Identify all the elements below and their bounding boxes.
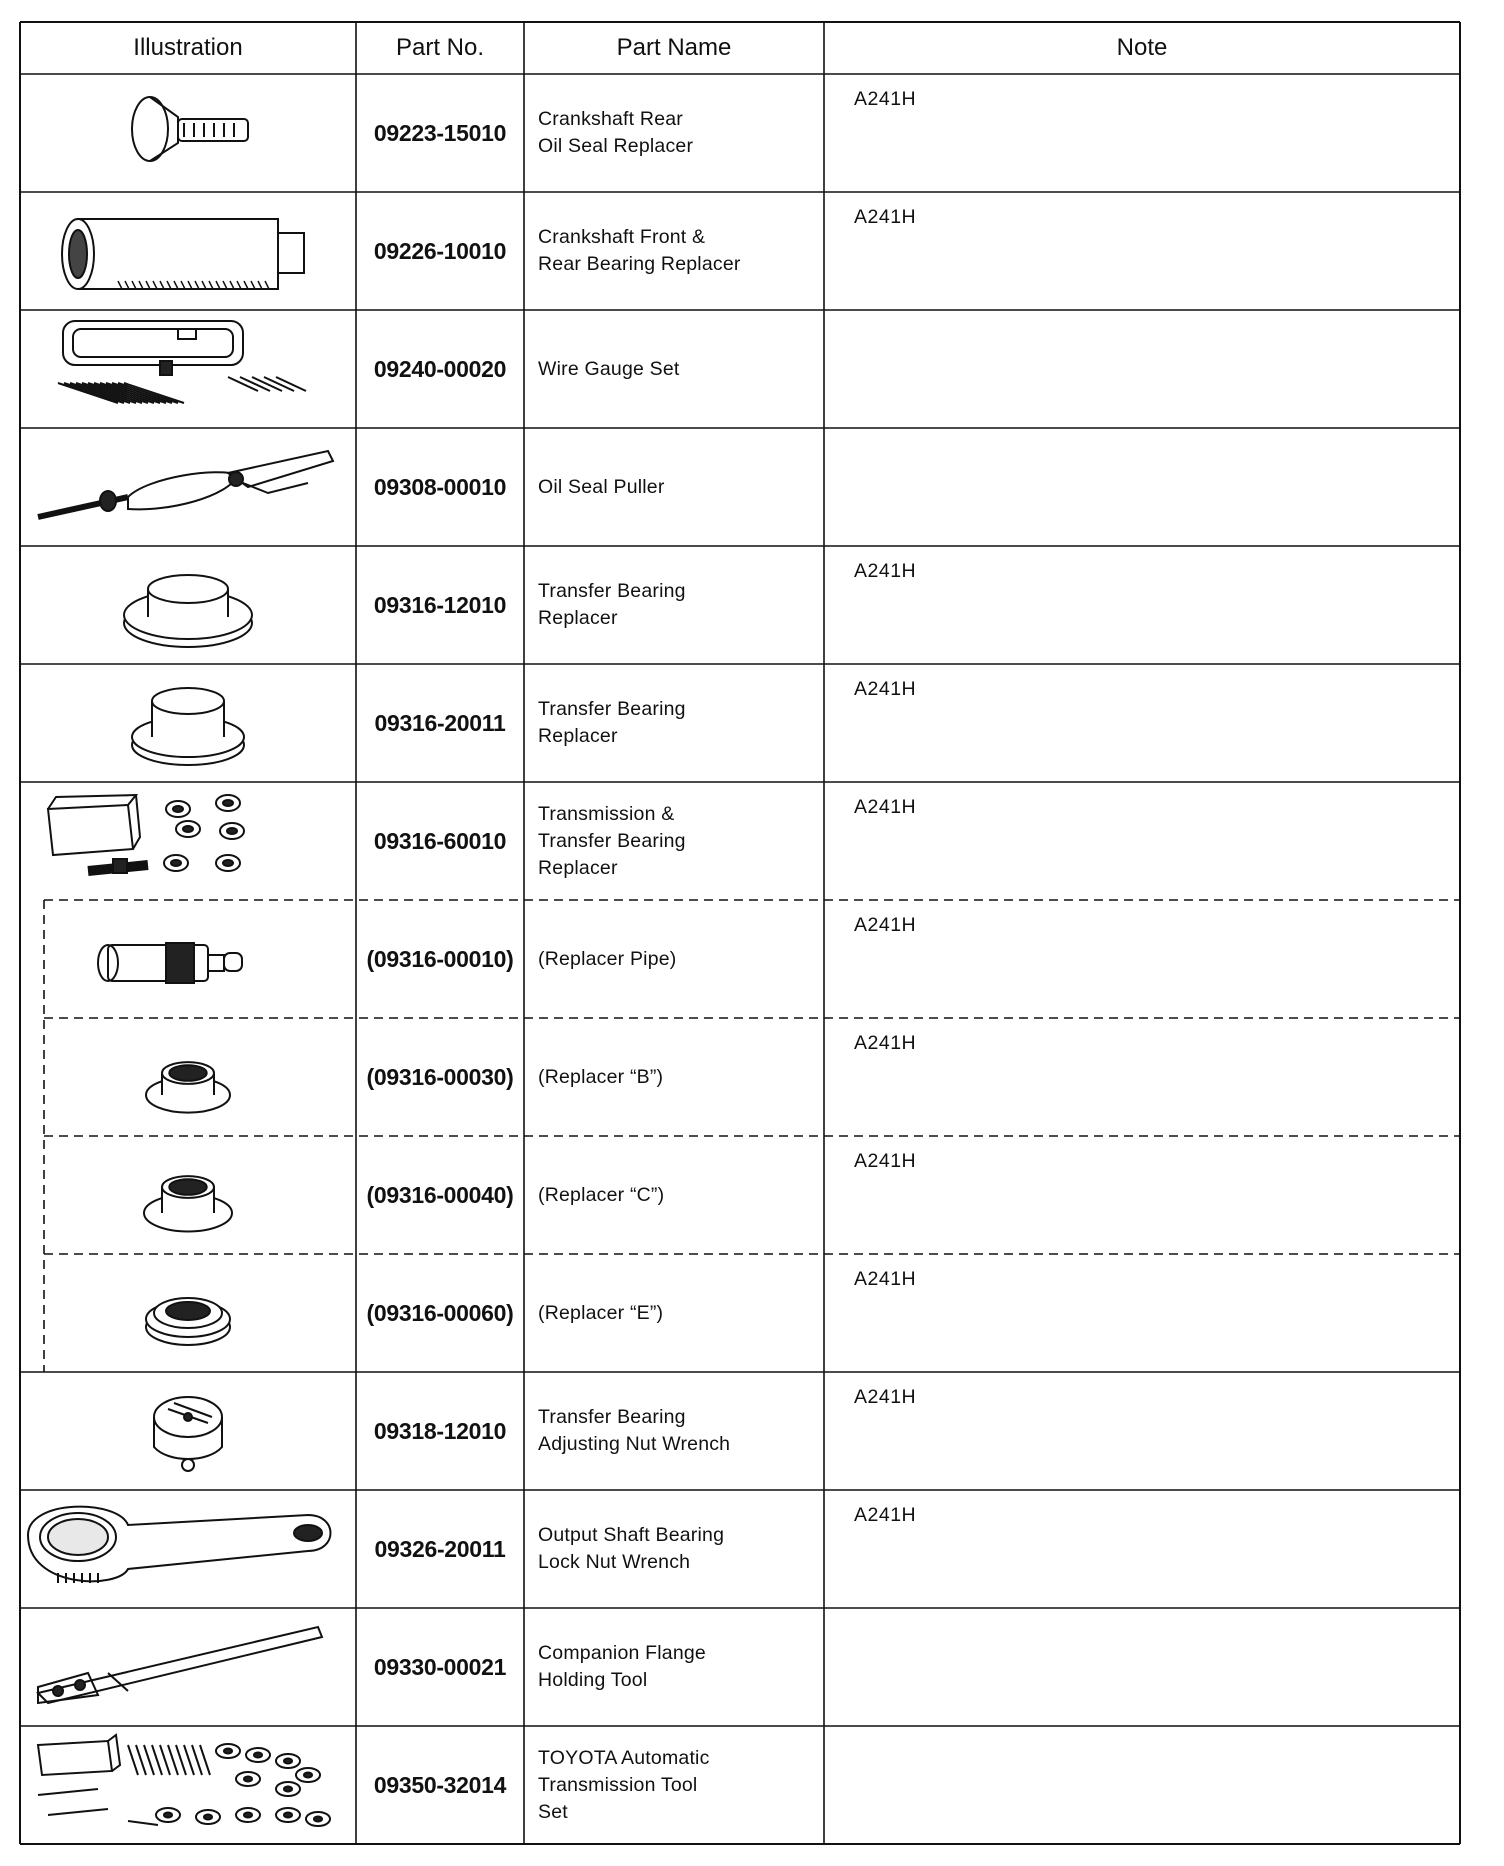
part-number: 09350-32014: [373, 1771, 507, 1798]
oil-seal-puller-illustration: [38, 451, 333, 517]
part-name: Oil Seal Puller: [538, 475, 665, 498]
stepped-ring-replacer-illustration: [132, 688, 244, 765]
transmission-tool-set-illustration: [38, 1735, 330, 1826]
oil-seal-replacer-illustration: [132, 97, 248, 161]
lock-nut-wrench-illustration: [28, 1507, 331, 1583]
part-number: 09316-12010: [373, 591, 507, 618]
replacer-pipe-illustration: [98, 943, 242, 983]
part-name: Transfer Bearing Adjusting Nut Wrench: [538, 1406, 731, 1455]
wire-gauge-set-illustration: [58, 321, 306, 403]
part-number: (09316-00030): [366, 1063, 514, 1090]
part-note: A241H: [854, 1150, 917, 1172]
replacer-b-illustration: [146, 1062, 230, 1113]
part-number: (09316-00010): [366, 945, 514, 972]
part-note: A241H: [854, 1032, 917, 1054]
part-number: 09240-00020: [373, 355, 507, 382]
part-note: A241H: [854, 560, 917, 582]
flat-ring-replacer-illustration: [124, 575, 252, 647]
part-name: Output Shaft Bearing Lock Nut Wrench: [538, 1524, 725, 1573]
part-name: Transfer Bearing Replacer: [538, 580, 686, 629]
header-part-name: Part Name: [616, 34, 732, 61]
part-number: 09223-15010: [373, 119, 507, 146]
part-name: Transfer Bearing Replacer: [538, 698, 686, 747]
part-note: A241H: [854, 1386, 917, 1408]
part-number: (09316-00060): [366, 1299, 514, 1326]
part-number: 09308-00010: [373, 473, 507, 500]
part-name: Transmission & Transfer Bearing Replacer: [538, 802, 686, 879]
part-name: TOYOTA Automatic Transmission Tool Set: [538, 1746, 710, 1823]
part-name: Wire Gauge Set: [538, 357, 680, 380]
header-illustration: Illustration: [133, 34, 243, 61]
part-name: Crankshaft Front & Rear Bearing Replacer: [538, 226, 741, 275]
part-name: (Replacer “B”): [538, 1065, 664, 1088]
part-name: (Replacer “C”): [538, 1183, 665, 1206]
flange-holding-tool-illustration: [38, 1627, 322, 1703]
part-number: 09330-00021: [373, 1653, 507, 1680]
part-number: 09316-60010: [373, 827, 507, 854]
replacer-c-illustration: [144, 1176, 232, 1231]
part-note: A241H: [854, 678, 917, 700]
part-number: 09326-20011: [374, 1535, 506, 1562]
replacer-e-illustration: [146, 1298, 230, 1345]
replacer-kit-case-illustration: [48, 795, 244, 873]
part-note: A241H: [854, 1268, 917, 1290]
part-name: Crankshaft Rear Oil Seal Replacer: [538, 108, 694, 157]
part-note: A241H: [854, 206, 917, 228]
adjusting-nut-wrench-illustration: [154, 1397, 222, 1471]
part-name: (Replacer “E”): [538, 1301, 664, 1324]
part-name: (Replacer Pipe): [538, 947, 677, 970]
part-note: A241H: [854, 914, 917, 936]
part-number: 09226-10010: [373, 237, 507, 264]
part-number: 09318-12010: [373, 1417, 507, 1444]
header-part-no: Part No.: [395, 34, 485, 61]
part-number: 09316-20011: [374, 709, 506, 736]
header-note: Note: [1116, 34, 1168, 61]
part-name: Companion Flange Holding Tool: [538, 1642, 706, 1691]
part-number: (09316-00040): [366, 1181, 514, 1208]
part-note: A241H: [854, 88, 917, 110]
part-note: A241H: [854, 1504, 917, 1526]
bearing-replacer-tube-illustration: [62, 219, 304, 289]
part-note: A241H: [854, 796, 917, 818]
